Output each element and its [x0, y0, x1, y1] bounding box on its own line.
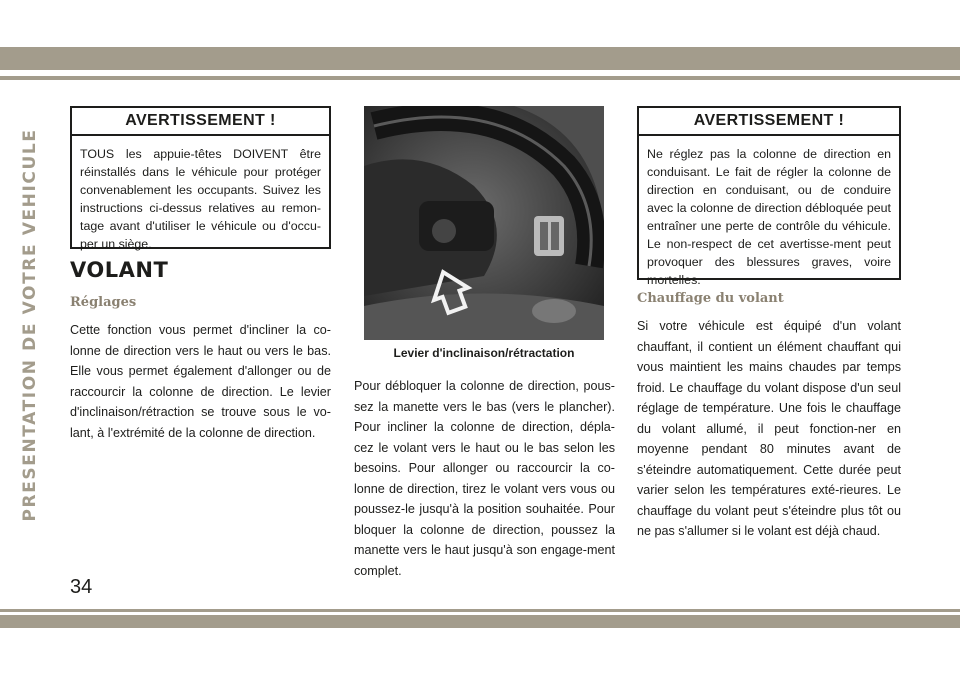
warning-title: AVERTISSEMENT !	[639, 108, 899, 136]
header-band	[0, 47, 960, 70]
section-title: VOLANT	[70, 258, 169, 282]
paragraph-reglages: Cette fonction vous permet d'incliner la co-lonne de direction vers le haut ou vers le bas. Elle vous permet également d'allonger ou de raccourcir la colonne de direction. Le levier d'inclinaison/rétraction se trouve sous le vo-lant, à l'extrémité de la colonne de direction.	[70, 323, 331, 440]
warning-text: TOUS les appuie-têtes DOIVENT être réinstallés dans le véhicule pour protéger convenablement les occupants. Suivez les instructions ci-dessus relatives au remon-tage avant d'utiliser le véhicule ou d'occu-per un siège.	[80, 147, 321, 251]
steering-column-photo	[364, 106, 604, 340]
subsection-heading-chauffage: Chauffage du volant	[637, 291, 784, 306]
chapter-title: PRESENTATION DE VOTRE VEHICULE	[20, 128, 40, 522]
paragraph-unlock-instructions: Pour débloquer la colonne de direction, pous-sez la manette vers le bas (vers le plancher). Pour incliner la colonne de direction, dépla-cez le volant vers le haut ou le bas selon les besoins. Pour allonger ou raccourcir la co-lonne de direction, tirez le volant vers vous ou poussez-le jusqu'à la position souhaitée. Pour bloquer la colonne de direction, poussez la manette vers le haut jusqu'à son engage-ment complet.	[354, 379, 615, 578]
warning-text: Ne réglez pas la colonne de direction en conduisant. Le fait de régler la colonne de direction en conduisant, ou de conduire avec la colonne de direction débloquée peut entraîner une perte de contrôle du véhicule. Le non-respect de cet avertisse-ment peut provoquer des blessures graves, voire mortelles.	[647, 147, 891, 287]
chapter-side-label	[0, 90, 60, 560]
paragraph-chauffage: Si votre véhicule est équipé d'un volant chauffant, il contient un élément chauffant qui vous maintient les mains chaudes par temps froid. Le chauffage du volant dispose d'un seul réglage de température. Une fois le chauffage du volant allumé, il peut fonction-ner en moyenne pendant 80 minutes avant de s'éteindre automatiquement. Cette durée peut varier selon les températures exté-rieures. Le chauffage du volant peut s'éteindre plus tôt ou ne pas s'allumer si le volant est déjà chaud.	[637, 319, 901, 538]
footer-band	[0, 615, 960, 628]
subsection-heading-reglages: Réglages	[70, 295, 137, 310]
steering-lever-illustration	[364, 106, 604, 340]
footer-rule	[0, 609, 960, 612]
warning-box-right	[637, 106, 901, 287]
warning-box-left	[70, 106, 331, 249]
page-number: 34	[70, 576, 93, 598]
figure-caption: Levier d'inclinaison/rétractation	[393, 346, 575, 360]
warning-title: AVERTISSEMENT !	[72, 108, 329, 136]
header-rule	[0, 76, 960, 80]
